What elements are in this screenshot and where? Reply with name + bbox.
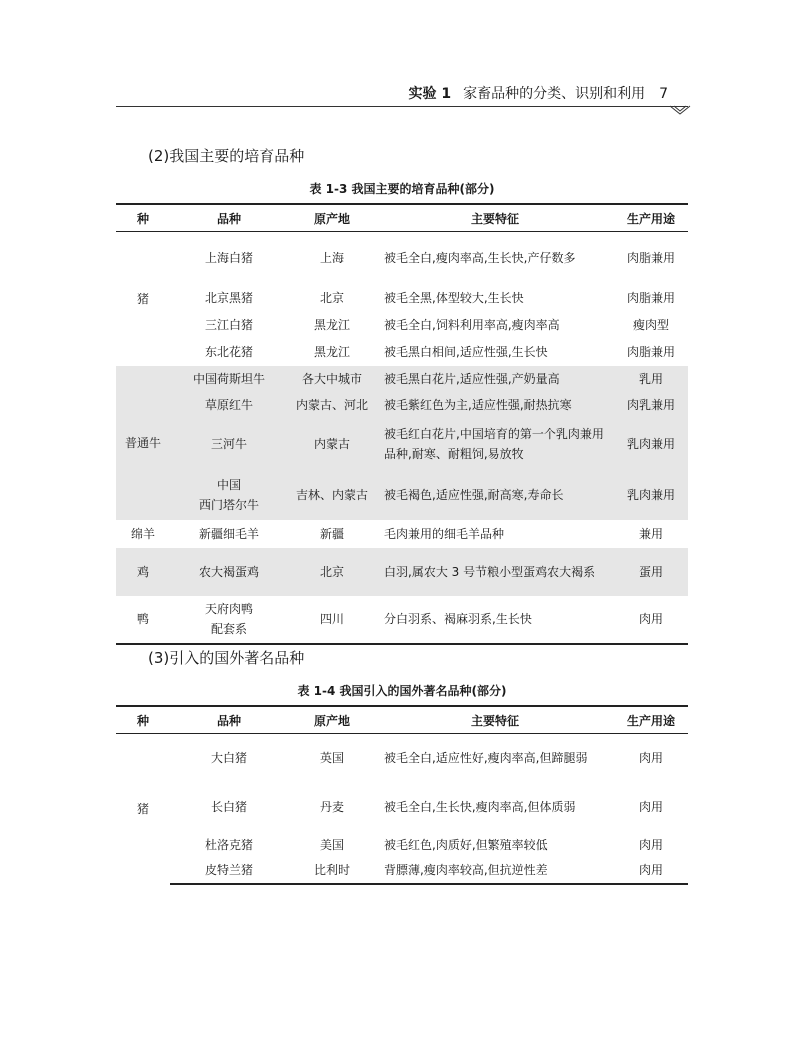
breed-cell: 新疆细毛羊: [198, 526, 259, 541]
feature-cell: 被毛黑白相间,适应性强,生长快: [384, 344, 548, 359]
table-row: [116, 782, 688, 832]
table-row: [116, 832, 688, 858]
species-cell: 猪: [136, 291, 149, 306]
breed-cell: 北京黑猪: [204, 290, 253, 305]
use-cell: 乳肉兼用: [614, 418, 688, 470]
table-1-3: [116, 203, 688, 645]
col-header-species: 种: [116, 204, 170, 232]
table-row: [116, 470, 688, 520]
table-1-4-caption: 表 1-4 我国引入的国外著名品种(部分): [297, 684, 507, 698]
table-row: [116, 312, 688, 338]
use-cell: 乳用: [614, 366, 688, 392]
section-title-imported-breeds: (3)引入的国外著名品种: [148, 649, 305, 667]
origin-cell: 黑龙江: [313, 317, 350, 332]
table-row: [116, 596, 688, 644]
feature-cell: 被毛红色,肉质好,但繁殖率较低: [384, 837, 548, 852]
table-row: [116, 284, 688, 312]
breed-cell: 皮特兰猪: [170, 858, 288, 884]
table-row: [116, 548, 688, 596]
feature-cell: 被毛红白花片,中国培育的第一个乳肉兼用品种,耐寒、耐粗饲,易放牧: [376, 418, 614, 470]
breed-cell: 长白猪: [210, 799, 247, 814]
col-header-use: 生产用途: [614, 204, 688, 232]
species-cell: 绵羊: [130, 526, 155, 541]
use-cell: 瘦肉型: [632, 317, 669, 332]
breed-cell: 上海白猪: [204, 250, 253, 265]
header-text: [408, 84, 668, 104]
origin-cell: 北京: [288, 548, 376, 596]
feature-cell: 被毛全白,适应性好,瘦肉率高,但蹄腿弱: [384, 750, 588, 765]
use-cell: 蛋用: [614, 548, 688, 596]
col-header-origin: 原产地: [288, 706, 376, 734]
species-cell: 猪: [136, 801, 149, 816]
breed-cell: 三河牛: [170, 418, 288, 470]
species-cell: 鸡: [116, 548, 170, 596]
header-chapter: 实验 1: [408, 86, 452, 102]
breed-cell: [170, 470, 288, 520]
col-header-breed: 品种: [170, 706, 288, 734]
feature-cell: 被毛全黑,体型较大,生长快: [384, 290, 524, 305]
use-cell: 兼用: [638, 526, 663, 541]
origin-cell: 新疆: [319, 526, 344, 541]
table-row: [116, 520, 688, 548]
col-header-species: 种: [116, 706, 170, 734]
breed-cell: 东北花猪: [204, 344, 253, 359]
use-cell: 肉用: [614, 858, 688, 884]
breed-cell: 草原红牛: [170, 392, 288, 418]
table-row: [116, 232, 688, 284]
species-cell: 鸭: [116, 596, 170, 644]
table-header-row: [116, 706, 688, 734]
feature-cell: 被毛褐色,适应性强,耐高寒,寿命长: [376, 470, 614, 520]
table-row: [116, 734, 688, 782]
feature-cell: 被毛全白,瘦肉率高,生长快,产仔数多: [384, 250, 576, 265]
origin-cell: 四川: [288, 596, 376, 644]
breed-line-2: 配套系: [210, 622, 247, 636]
col-header-breed: 品种: [170, 204, 288, 232]
use-cell: 肉乳兼用: [614, 392, 688, 418]
origin-cell: 吉林、内蒙古: [288, 470, 376, 520]
origin-cell: 美国: [319, 837, 344, 852]
feature-cell: 分白羽系、褐麻羽系,生长快: [376, 596, 614, 644]
table-1-4: [116, 705, 688, 885]
table-header-row: [116, 204, 688, 232]
table-row: [116, 418, 688, 470]
feature-cell: 被毛紫红色为主,适应性强,耐热抗寒: [376, 392, 614, 418]
use-cell: 肉用: [638, 750, 663, 765]
origin-cell: 上海: [319, 250, 344, 265]
origin-cell: 内蒙古、河北: [288, 392, 376, 418]
col-header-features: 主要特征: [376, 204, 614, 232]
running-header: [116, 84, 688, 107]
breed-cell: 中国荷斯坦牛: [170, 366, 288, 392]
use-cell: 肉脂兼用: [626, 290, 675, 305]
species-cell: 普通牛: [116, 366, 170, 520]
breed-cell: 农大褐蛋鸡: [170, 548, 288, 596]
feature-cell: 毛肉兼用的细毛羊品种: [384, 526, 505, 541]
breed-cell: 三江白猪: [204, 317, 253, 332]
feature-cell: 被毛全白,生长快,瘦肉率高,但体质弱: [384, 799, 576, 814]
origin-cell: 丹麦: [319, 799, 344, 814]
table-row: [116, 392, 688, 418]
use-cell: 乳肉兼用: [614, 470, 688, 520]
col-header-origin: 原产地: [288, 204, 376, 232]
use-cell: 肉用: [638, 837, 663, 852]
use-cell: 肉用: [638, 799, 663, 814]
feature-cell: 被毛全白,饲料利用率高,瘦肉率高: [384, 317, 560, 332]
feature-cell: 背膘薄,瘦肉率较高,但抗逆性差: [376, 858, 614, 884]
origin-cell: 各大中城市: [288, 366, 376, 392]
header-corner-ornament: [668, 92, 692, 118]
breed-cell: [170, 596, 288, 644]
table-row: [116, 366, 688, 392]
breed-line-1: 中国: [216, 477, 241, 492]
page-number: 7: [659, 86, 668, 102]
section-title-bred-breeds: (2)我国主要的培育品种: [148, 147, 305, 165]
origin-cell: 英国: [319, 750, 344, 765]
col-header-features: 主要特征: [376, 706, 614, 734]
use-cell: 肉用: [614, 596, 688, 644]
breed-line-2: 西门塔尔牛: [198, 497, 259, 512]
table-row: [116, 858, 688, 884]
breed-cell: 杜洛克猪: [204, 837, 253, 852]
origin-cell: 黑龙江: [313, 344, 350, 359]
use-cell: 肉脂兼用: [626, 344, 675, 359]
use-cell: 肉脂兼用: [626, 250, 675, 265]
table-row: [116, 338, 688, 366]
breed-cell: 大白猪: [210, 750, 247, 765]
feature-cell: 白羽,属农大 3 号节粮小型蛋鸡农大褐系: [376, 548, 614, 596]
origin-cell: 内蒙古: [288, 418, 376, 470]
header-title: 家畜品种的分类、识别和利用: [463, 86, 646, 102]
origin-cell: 北京: [319, 290, 344, 305]
col-header-use: 生产用途: [614, 706, 688, 734]
origin-cell: 比利时: [288, 858, 376, 884]
feature-cell: 被毛黑白花片,适应性强,产奶量高: [376, 366, 614, 392]
table-1-3-caption: 表 1-3 我国主要的培育品种(部分): [309, 182, 495, 196]
breed-line-1: 天府肉鸭: [204, 602, 253, 616]
